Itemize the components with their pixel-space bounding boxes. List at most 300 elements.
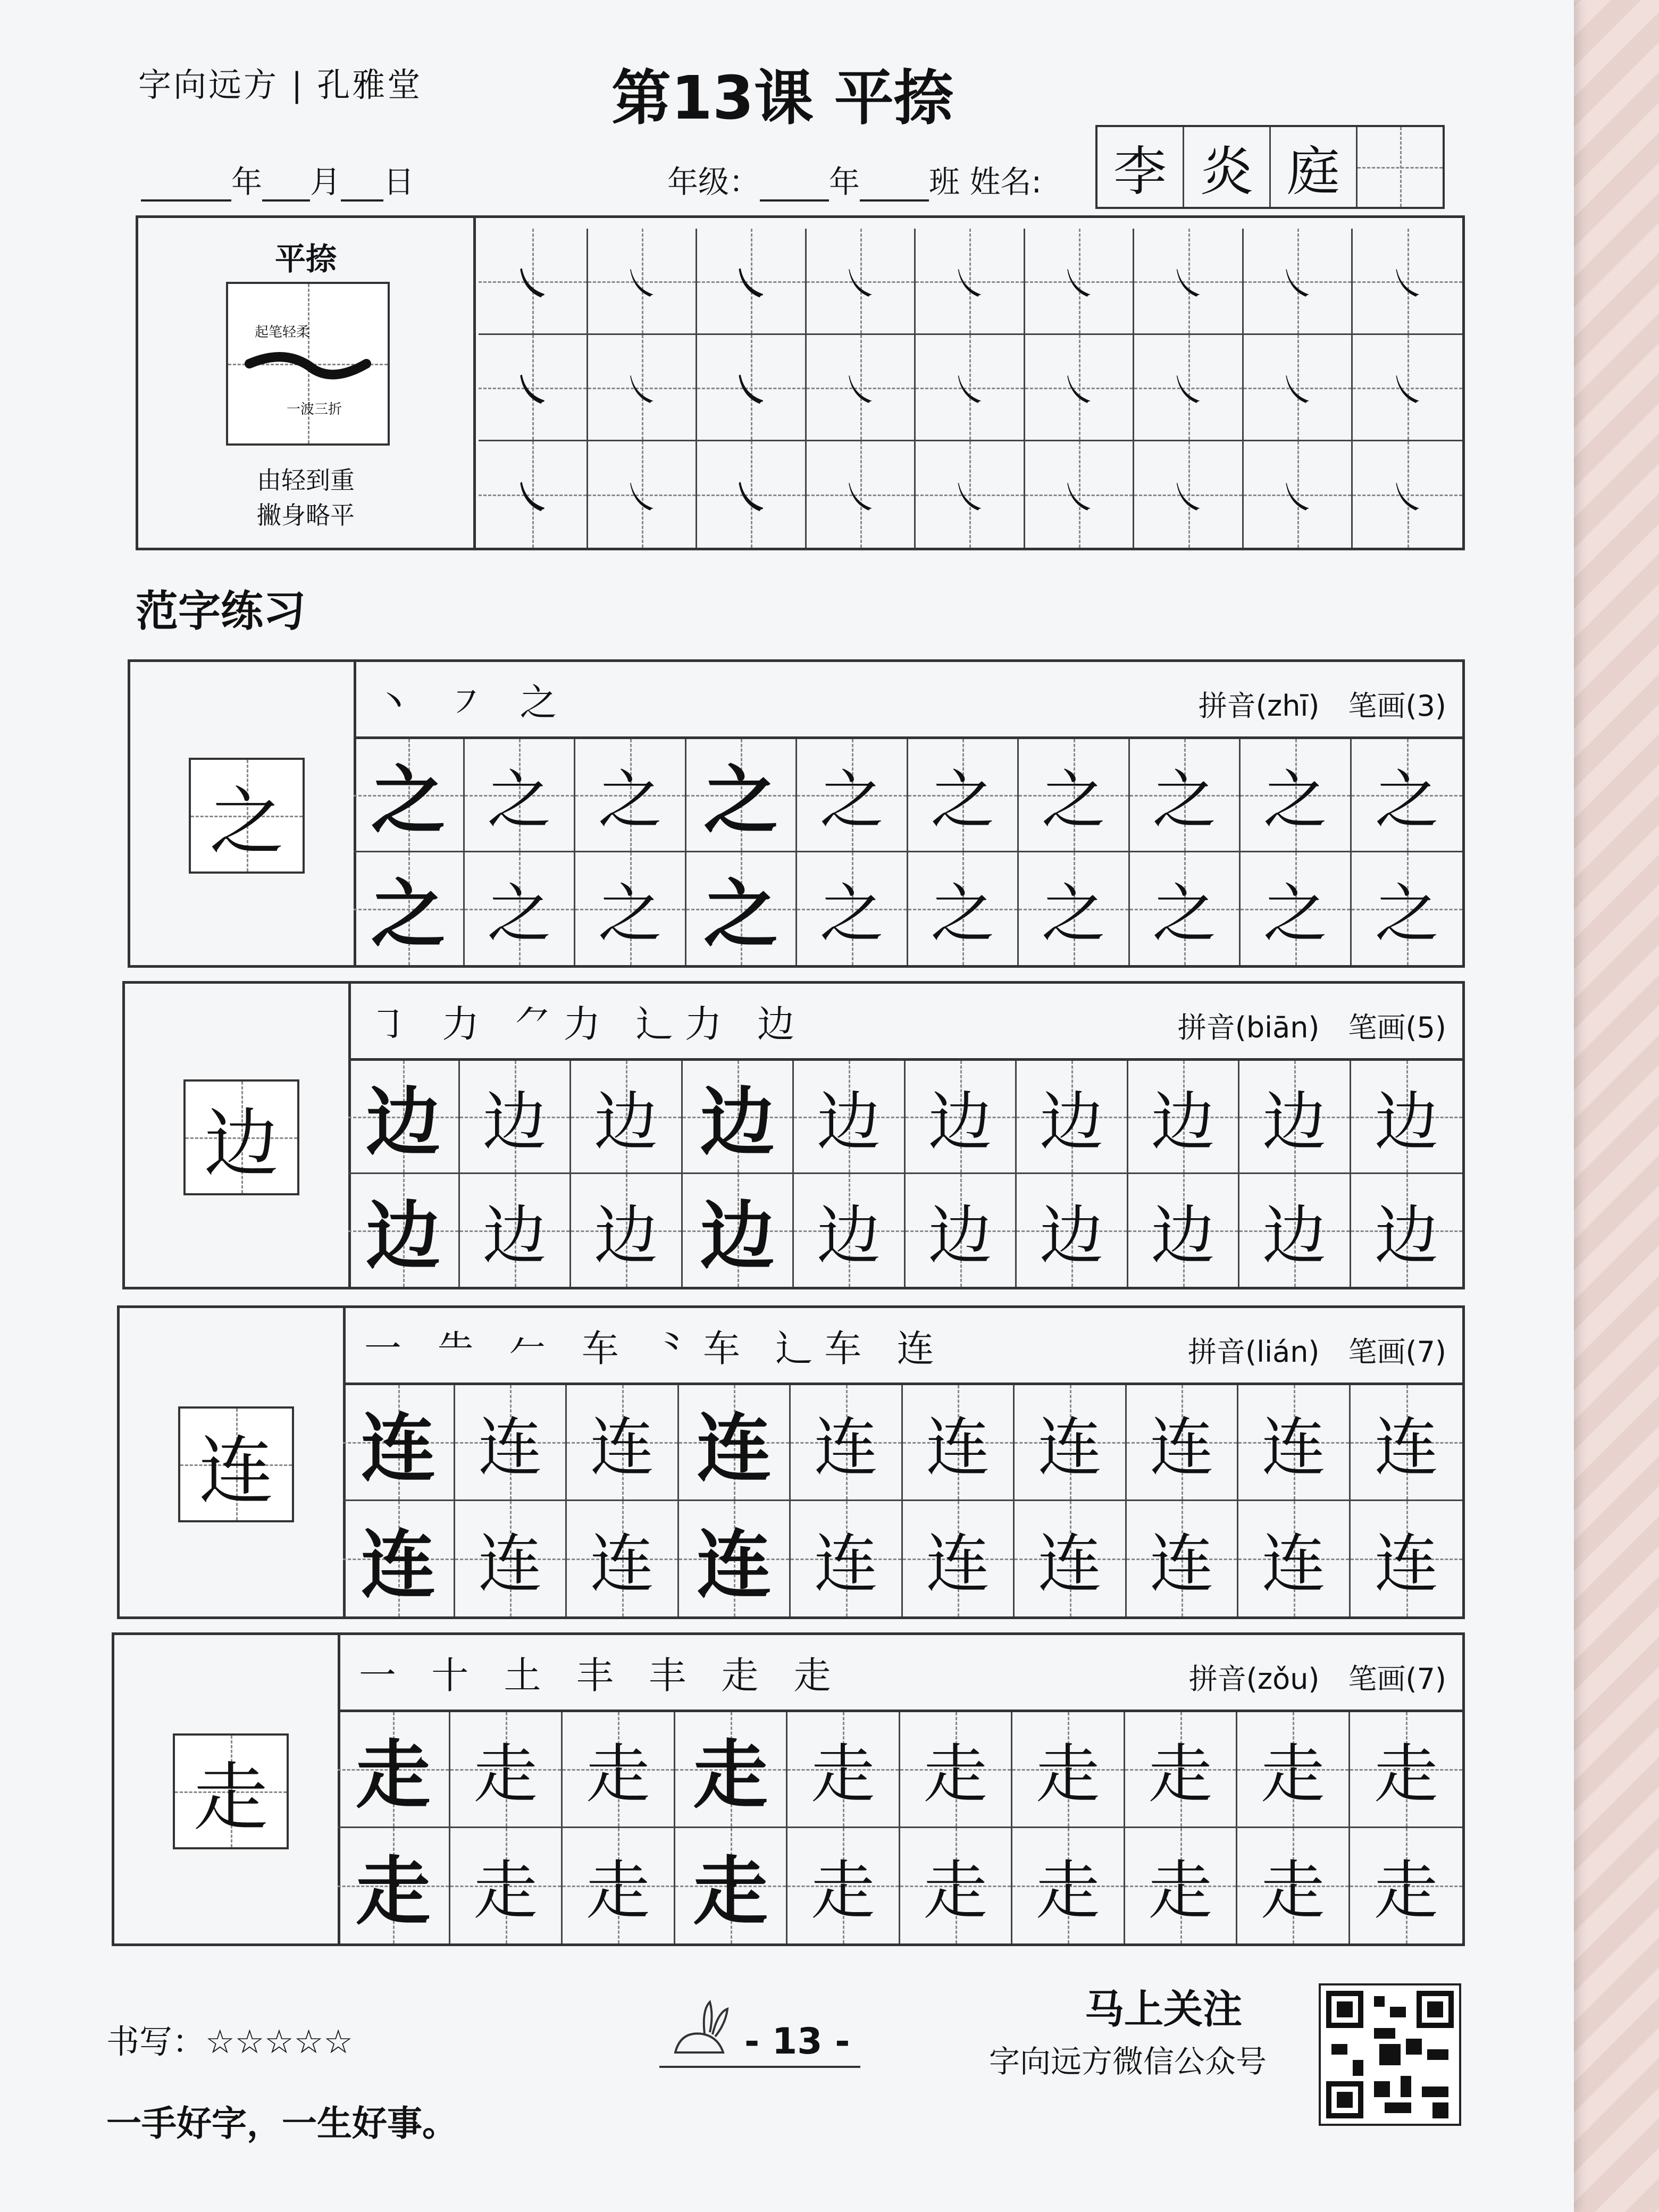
pinyin-value: (biān) xyxy=(1235,1011,1320,1044)
handwritten-char: 走 xyxy=(1036,1738,1100,1812)
stroke-diagram xyxy=(226,282,390,446)
model-copy-char: 之 xyxy=(703,871,778,959)
section-title: 范字练习 xyxy=(136,586,306,636)
practice-grid xyxy=(338,1712,1462,1943)
handwritten-cell[interactable] xyxy=(1239,1174,1351,1287)
model-copy-char: 边 xyxy=(700,1079,775,1167)
handwritten-char: 边 xyxy=(594,1085,658,1159)
handwritten-char: 边 xyxy=(817,1085,881,1159)
pinyin-label: 拼音 xyxy=(1177,1011,1235,1044)
stroke-practice-cell[interactable] xyxy=(479,335,588,441)
stroke-glyph: ㇏ xyxy=(1060,475,1098,520)
handwritten-cell[interactable] xyxy=(1015,1501,1127,1617)
handwritten-char: 走 xyxy=(1148,1738,1212,1812)
handwritten-cell[interactable] xyxy=(1351,1501,1463,1617)
handwritten-char: 连 xyxy=(814,1411,878,1485)
model-copy-char: 走 xyxy=(693,1731,768,1819)
handwritten-char: 边 xyxy=(928,1085,992,1159)
stroke-practice-cell[interactable] xyxy=(1244,441,1353,548)
stroke-practice-cell[interactable] xyxy=(1025,335,1135,441)
stroke-practice-cell[interactable] xyxy=(588,229,698,335)
stroke-tip: 由轻到重 xyxy=(257,466,355,495)
stroke-glyph: ㇏ xyxy=(951,475,988,520)
handwritten-cell[interactable] xyxy=(1015,1385,1127,1501)
handwritten-cell[interactable] xyxy=(1237,1828,1350,1944)
strokes-label: 笔画 xyxy=(1348,1335,1406,1369)
strokes-value: (7) xyxy=(1405,1662,1446,1696)
model-char-box xyxy=(178,1406,294,1522)
stroke-practice-cell[interactable] xyxy=(1134,441,1244,548)
model-char: 连 xyxy=(198,1427,273,1514)
stroke-practice-cell[interactable] xyxy=(588,335,698,441)
practice-grid xyxy=(343,1385,1462,1616)
handwritten-cell[interactable] xyxy=(450,1828,563,1944)
model-copy-char: 走 xyxy=(356,1731,431,1819)
handwritten-char: 边 xyxy=(1040,1085,1104,1159)
stroke-order: ㇆ 力 ⺈力 ⻌力 边 xyxy=(370,1002,807,1046)
model-copy-cell[interactable] xyxy=(679,1385,791,1501)
handwritten-char: 走 xyxy=(473,1738,538,1812)
model-copy-char: 连 xyxy=(361,1404,435,1492)
char-block-bian xyxy=(122,981,1465,1289)
grade-year-label: 年 xyxy=(829,164,860,200)
stroke-practice-cell[interactable] xyxy=(588,441,698,548)
model-copy-char: 走 xyxy=(693,1848,768,1936)
stroke-glyph: ㇏ xyxy=(1389,368,1427,412)
year-label: 年 xyxy=(231,164,263,200)
model-copy-char: 边 xyxy=(366,1079,441,1167)
handwritten-cell[interactable] xyxy=(906,1061,1017,1174)
model-copy-cell[interactable] xyxy=(679,1501,791,1617)
handwritten-char: 连 xyxy=(1037,1411,1102,1485)
rating-label: 书写： xyxy=(106,2022,206,2061)
char-block-lian xyxy=(117,1305,1465,1619)
handwritten-char: 之 xyxy=(931,877,995,951)
char-block-zhi xyxy=(128,659,1465,968)
handwritten-char: 走 xyxy=(923,1738,987,1812)
handwritten-cell[interactable] xyxy=(1239,1061,1351,1174)
day-label: 日 xyxy=(383,164,415,200)
stroke-practice-cell[interactable] xyxy=(479,229,588,335)
stroke-glyph: ㇏ xyxy=(514,475,551,520)
name-cell[interactable] xyxy=(1097,127,1184,207)
handwritten-cell[interactable] xyxy=(1352,852,1463,966)
diagram-note-bottom: 一波三折 xyxy=(287,401,342,417)
handwritten-char: 走 xyxy=(1261,1854,1325,1929)
handwritten-cell[interactable] xyxy=(1237,1712,1350,1828)
handwritten-cell[interactable] xyxy=(903,1501,1015,1617)
strokes-value: (3) xyxy=(1405,689,1446,723)
handwritten-char: 边 xyxy=(482,1085,547,1159)
stroke-practice-cell[interactable] xyxy=(1353,229,1462,335)
handwritten-char: 边 xyxy=(1262,1085,1327,1159)
handwritten-char: 边 xyxy=(1375,1199,1439,1273)
handwritten-cell[interactable] xyxy=(908,739,1019,852)
handwritten-char: 之 xyxy=(931,763,995,837)
stroke-glyph: ㇏ xyxy=(732,368,770,412)
handwritten-char: 连 xyxy=(1261,1527,1326,1602)
stroke-grid xyxy=(479,229,1462,548)
model-copy-char: 之 xyxy=(703,757,778,845)
handwritten-cell[interactable] xyxy=(1012,1828,1125,1944)
model-copy-cell[interactable] xyxy=(686,852,798,966)
stroke-glyph: ㇏ xyxy=(623,475,660,520)
class-blank[interactable] xyxy=(860,171,929,202)
stroke-practice-cell[interactable] xyxy=(1025,229,1135,335)
model-copy-cell[interactable] xyxy=(348,1061,460,1174)
handwritten-cell[interactable] xyxy=(460,1061,572,1174)
handwritten-char: 之 xyxy=(1375,763,1439,837)
stroke-practice-cell[interactable] xyxy=(1025,441,1135,548)
handwritten-cell[interactable] xyxy=(571,1061,683,1174)
name-cell[interactable] xyxy=(1184,127,1271,207)
handwritten-char: 之 xyxy=(487,763,551,837)
handwritten-char: 连 xyxy=(1261,1411,1326,1485)
grade-label: 年级： xyxy=(667,164,760,200)
handwritten-cell[interactable] xyxy=(567,1385,679,1501)
stroke-practice-cell[interactable] xyxy=(1244,229,1353,335)
handwritten-cell[interactable] xyxy=(794,1174,906,1287)
char-block-zou xyxy=(112,1632,1465,1946)
char-meta xyxy=(1178,1005,1446,1046)
handwritten-char: 之 xyxy=(1152,763,1217,837)
handwritten-cell[interactable] xyxy=(450,1712,563,1828)
name-cell[interactable] xyxy=(1271,127,1358,207)
model-copy-char: 之 xyxy=(371,871,446,959)
qr-code-icon xyxy=(1321,1985,1459,2124)
stroke-glyph: ㇏ xyxy=(1169,475,1207,520)
name-char: 炎 xyxy=(1200,140,1253,203)
handwritten-char: 走 xyxy=(923,1854,987,1929)
handwritten-char: 走 xyxy=(1261,1738,1325,1812)
handwritten-cell[interactable] xyxy=(1351,1174,1463,1287)
handwritten-cell[interactable] xyxy=(797,739,908,852)
page-number-text: - 13 - xyxy=(744,2021,850,2063)
handwritten-char: 连 xyxy=(1037,1527,1102,1602)
handwritten-cell[interactable] xyxy=(1241,739,1352,852)
stroke-glyph: ㇏ xyxy=(514,262,551,306)
char-info-header xyxy=(343,1308,1462,1385)
stroke-glyph: ㇏ xyxy=(951,368,988,412)
handwritten-char: 之 xyxy=(1041,763,1105,837)
date-line xyxy=(141,157,414,202)
year-blank[interactable] xyxy=(141,171,231,202)
stroke-glyph: ㇏ xyxy=(1389,262,1427,306)
handwritten-cell[interactable] xyxy=(1351,1385,1463,1501)
name-char: 李 xyxy=(1113,140,1167,203)
model-panel xyxy=(114,1635,340,1943)
char-meta xyxy=(1189,1656,1446,1697)
handwritten-cell[interactable] xyxy=(1125,1712,1238,1828)
handwritten-char: 之 xyxy=(1263,877,1327,951)
stroke-practice-cell[interactable] xyxy=(1353,441,1462,548)
char-meta xyxy=(1199,683,1446,724)
stroke-practice-cell[interactable] xyxy=(916,229,1025,335)
name-label: 姓名: xyxy=(969,164,1042,200)
handwritten-char: 之 xyxy=(1152,877,1217,951)
handwritten-char: 边 xyxy=(482,1199,547,1273)
handwritten-cell[interactable] xyxy=(906,1174,1017,1287)
name-grid[interactable] xyxy=(1095,125,1445,209)
handwritten-cell[interactable] xyxy=(900,1828,1013,1944)
stroke-practice-cell[interactable] xyxy=(1244,335,1353,441)
stroke-reference xyxy=(138,218,476,548)
handwritten-char: 走 xyxy=(811,1854,875,1929)
stroke-order: 一 十 土 丰 丰 走 走 xyxy=(359,1654,843,1697)
name-cell[interactable] xyxy=(1358,127,1443,207)
stroke-practice-cell[interactable] xyxy=(479,441,588,548)
model-copy-cell[interactable] xyxy=(343,1501,455,1617)
stroke-glyph: ㇏ xyxy=(1279,368,1317,412)
handwritten-cell[interactable] xyxy=(908,852,1019,966)
handwritten-cell[interactable] xyxy=(455,1501,567,1617)
model-copy-cell[interactable] xyxy=(683,1061,794,1174)
handwritten-cell[interactable] xyxy=(1352,739,1463,852)
handwritten-cell[interactable] xyxy=(1238,1501,1351,1617)
stroke-tips xyxy=(138,463,473,533)
handwritten-cell[interactable] xyxy=(1241,852,1352,966)
model-copy-char: 连 xyxy=(697,1521,772,1608)
handwritten-cell[interactable] xyxy=(465,739,576,852)
handwritten-char: 走 xyxy=(1148,1854,1212,1929)
brand-logo: 字向远方 | 孔雅堂 xyxy=(138,65,423,104)
class-label: 班 xyxy=(929,164,960,200)
handwritten-cell[interactable] xyxy=(563,1828,675,1944)
stroke-glyph: ㇏ xyxy=(1279,475,1317,520)
handwritten-cell[interactable] xyxy=(1350,1828,1463,1944)
follow-text: 马上关注 xyxy=(1085,1987,1242,2032)
stroke-practice-cell[interactable] xyxy=(1134,335,1244,441)
stroke-glyph: ㇏ xyxy=(951,262,988,306)
handwritten-cell[interactable] xyxy=(1125,1828,1238,1944)
model-copy-cell[interactable] xyxy=(675,1828,788,1944)
pinyin-label: 拼音 xyxy=(1188,1662,1246,1696)
handwritten-char: 走 xyxy=(1374,1854,1438,1929)
stroke-glyph: ㇏ xyxy=(623,368,660,412)
strokes-label: 笔画 xyxy=(1348,1011,1406,1044)
stroke-glyph: ㇏ xyxy=(1060,262,1098,306)
handwritten-cell[interactable] xyxy=(460,1174,572,1287)
handwritten-char: 之 xyxy=(487,877,551,951)
wechat-text: 字向远方微信公众号 xyxy=(989,2043,1267,2080)
motto: 一手好字，一生好事。 xyxy=(106,2103,457,2144)
handwritten-char: 连 xyxy=(926,1527,990,1602)
model-copy-cell[interactable] xyxy=(686,739,798,852)
model-copy-cell[interactable] xyxy=(338,1828,450,1944)
strokes-label: 笔画 xyxy=(1348,689,1406,723)
stroke-glyph: ㇏ xyxy=(1060,368,1098,412)
handwritten-cell[interactable] xyxy=(455,1385,567,1501)
page-number xyxy=(659,2021,860,2068)
stroke-glyph: ㇏ xyxy=(841,368,879,412)
handwritten-char: 连 xyxy=(926,1411,990,1485)
stroke-order: 丶 ㇇ 之 xyxy=(375,681,569,724)
model-char-box xyxy=(183,1079,299,1195)
name-char: 庭 xyxy=(1287,140,1340,203)
handwritten-cell[interactable] xyxy=(1127,1501,1239,1617)
stroke-glyph: ㇏ xyxy=(841,475,879,520)
practice-grid xyxy=(348,1061,1462,1287)
stroke-path-icon xyxy=(228,284,388,443)
model-panel xyxy=(125,984,351,1287)
stroke-glyph: ㇏ xyxy=(1389,475,1427,520)
model-copy-char: 之 xyxy=(371,757,446,845)
model-copy-cell[interactable] xyxy=(343,1385,455,1501)
strokes-value: (7) xyxy=(1405,1335,1446,1369)
char-info-header xyxy=(354,662,1462,739)
model-char: 之 xyxy=(209,778,284,866)
strokes-value: (5) xyxy=(1405,1011,1446,1044)
rating xyxy=(106,2015,353,2063)
handwritten-char: 边 xyxy=(1151,1199,1215,1273)
handwritten-cell[interactable] xyxy=(794,1061,906,1174)
handwritten-cell[interactable] xyxy=(1128,1061,1240,1174)
model-char-box xyxy=(173,1733,289,1849)
model-copy-cell[interactable] xyxy=(675,1712,788,1828)
handwritten-char: 之 xyxy=(1041,877,1105,951)
handwritten-char: 边 xyxy=(1262,1199,1327,1273)
pinyin-value: (lián) xyxy=(1245,1335,1320,1369)
model-copy-char: 边 xyxy=(700,1193,775,1280)
handwritten-char: 走 xyxy=(1036,1854,1100,1929)
page-title: 第13课 平捺 xyxy=(611,64,953,133)
handwritten-char: 走 xyxy=(1374,1738,1438,1812)
handwritten-cell[interactable] xyxy=(575,852,686,966)
pinyin-value: (zhī) xyxy=(1255,689,1320,723)
model-char-box xyxy=(189,758,305,874)
handwritten-cell[interactable] xyxy=(1238,1385,1351,1501)
handwritten-cell[interactable] xyxy=(903,1385,1015,1501)
stroke-order: 一 ⺧ 𠂉 车 ⺀车 ⻌车 连 xyxy=(364,1327,946,1370)
char-info-header xyxy=(348,984,1462,1061)
pinyin-label: 拼音 xyxy=(1188,1335,1246,1369)
stroke-practice-cell[interactable] xyxy=(1353,335,1462,441)
stroke-practice-cell[interactable] xyxy=(807,335,916,441)
handwritten-cell[interactable] xyxy=(1017,1174,1128,1287)
stroke-tip: 撇身略平 xyxy=(257,501,355,530)
model-copy-char: 连 xyxy=(361,1521,435,1608)
handwritten-char: 走 xyxy=(586,1854,650,1929)
rating-stars[interactable]: ☆☆☆☆☆ xyxy=(205,2022,353,2061)
handwritten-cell[interactable] xyxy=(791,1501,903,1617)
stroke-practice-cell[interactable] xyxy=(916,335,1025,441)
model-copy-char: 走 xyxy=(356,1848,431,1936)
handwritten-char: 边 xyxy=(594,1199,658,1273)
month-blank[interactable] xyxy=(262,171,310,202)
handwritten-cell[interactable] xyxy=(797,852,908,966)
pinyin-label: 拼音 xyxy=(1198,689,1256,723)
handwritten-char: 走 xyxy=(586,1738,650,1812)
model-copy-cell[interactable] xyxy=(338,1712,450,1828)
handwritten-cell[interactable] xyxy=(1130,739,1241,852)
handwritten-char: 之 xyxy=(819,763,884,837)
model-copy-cell[interactable] xyxy=(348,1174,460,1287)
stroke-practice-cell[interactable] xyxy=(807,441,916,548)
handwritten-char: 走 xyxy=(811,1738,875,1812)
stroke-glyph: ㇏ xyxy=(732,475,770,520)
stroke-practice-cell[interactable] xyxy=(697,229,807,335)
model-char: 边 xyxy=(204,1100,279,1187)
practice-grid xyxy=(354,739,1462,965)
handwritten-cell[interactable] xyxy=(465,852,576,966)
handwritten-cell[interactable] xyxy=(1012,1712,1125,1828)
handwritten-char: 连 xyxy=(814,1527,878,1602)
handwritten-char: 连 xyxy=(1150,1527,1214,1602)
stroke-practice-cell[interactable] xyxy=(916,441,1025,548)
handwritten-cell[interactable] xyxy=(1128,1174,1240,1287)
stroke-name: 平捺 xyxy=(274,241,337,277)
handwritten-char: 边 xyxy=(1151,1085,1215,1159)
handwritten-char: 连 xyxy=(478,1527,542,1602)
handwritten-cell[interactable] xyxy=(563,1712,675,1828)
handwritten-cell[interactable] xyxy=(567,1501,679,1617)
handwritten-cell[interactable] xyxy=(1019,852,1130,966)
handwritten-char: 连 xyxy=(1374,1527,1438,1602)
handwritten-char: 连 xyxy=(590,1411,654,1485)
handwritten-cell[interactable] xyxy=(1017,1061,1128,1174)
diagram-note-top: 起笔轻柔 xyxy=(255,324,311,340)
handwritten-cell[interactable] xyxy=(571,1174,683,1287)
handwritten-cell[interactable] xyxy=(1127,1385,1239,1501)
qr-code[interactable] xyxy=(1319,1983,1461,2126)
char-meta xyxy=(1188,1329,1446,1370)
handwritten-cell[interactable] xyxy=(791,1385,903,1501)
stroke-practice-cell[interactable] xyxy=(697,441,807,548)
handwritten-cell[interactable] xyxy=(787,1828,900,1944)
model-copy-cell[interactable] xyxy=(683,1174,794,1287)
stroke-glyph: ㇏ xyxy=(1169,368,1207,412)
handwritten-cell[interactable] xyxy=(900,1712,1013,1828)
handwritten-cell[interactable] xyxy=(1019,739,1130,852)
stroke-practice-cell[interactable] xyxy=(697,335,807,441)
handwritten-char: 之 xyxy=(1263,763,1327,837)
stroke-glyph: ㇏ xyxy=(1279,262,1317,306)
handwritten-char: 边 xyxy=(928,1199,992,1273)
char-info-header xyxy=(338,1635,1462,1712)
handwritten-cell[interactable] xyxy=(1350,1712,1463,1828)
model-copy-cell[interactable] xyxy=(354,852,465,966)
stroke-glyph: ㇏ xyxy=(1169,262,1207,306)
model-copy-char: 边 xyxy=(366,1193,441,1280)
handwritten-char: 边 xyxy=(1040,1199,1104,1273)
stroke-glyph: ㇏ xyxy=(732,262,770,306)
stroke-practice-block xyxy=(136,215,1465,550)
month-label: 月 xyxy=(310,164,341,200)
handwritten-char: 之 xyxy=(598,763,662,837)
model-copy-cell[interactable] xyxy=(354,739,465,852)
handwritten-cell[interactable] xyxy=(1130,852,1241,966)
handwritten-cell[interactable] xyxy=(1351,1061,1463,1174)
grade-blank[interactable] xyxy=(760,171,829,202)
handwritten-char: 边 xyxy=(1375,1085,1439,1159)
stroke-glyph: ㇏ xyxy=(841,262,879,306)
strokes-label: 笔画 xyxy=(1348,1662,1406,1696)
pinyin-value: (zǒu) xyxy=(1246,1662,1320,1696)
stroke-practice-cell[interactable] xyxy=(1134,229,1244,335)
handwritten-cell[interactable] xyxy=(575,739,686,852)
handwritten-cell[interactable] xyxy=(787,1712,900,1828)
stroke-practice-cell[interactable] xyxy=(807,229,916,335)
model-panel xyxy=(130,662,356,965)
handwritten-char: 连 xyxy=(1150,1411,1214,1485)
day-blank[interactable] xyxy=(341,171,383,202)
handwritten-char: 之 xyxy=(1375,877,1439,951)
handwritten-char: 之 xyxy=(819,877,884,951)
handwritten-char: 连 xyxy=(1374,1411,1438,1485)
handwritten-char: 之 xyxy=(598,877,662,951)
grade-line xyxy=(667,157,1042,202)
handwritten-char: 边 xyxy=(817,1199,881,1273)
